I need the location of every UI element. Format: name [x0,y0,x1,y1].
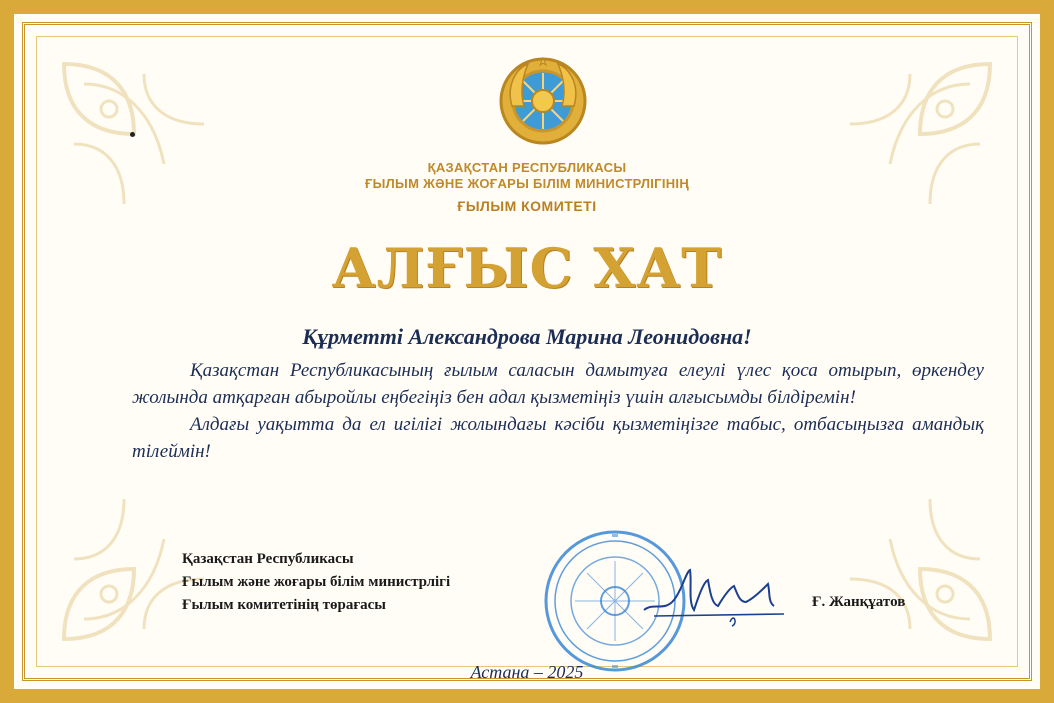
letter-body [132,357,984,465]
document-title: АЛҒЫС ХАТ [331,236,723,300]
signer-name: Ғ. Жанқұатов [812,594,906,610]
signatory-title [182,548,450,617]
corner-ornament-icon [830,479,1000,649]
body-paragraph: Алдағы уақытта да ел игілігі жолындағы кәсіби қызметіңізге табыс, отбасыңызға амандық тілеймін! [132,414,984,462]
signatory-line: Ғылым комитетінің төрағасы [182,597,387,613]
header-country: ҚАЗАҚСТАН РЕСПУБЛИКАСЫ [427,160,627,175]
issuer-header [14,160,1040,214]
header-ministry: ҒЫЛЫМ ЖӘНЕ ЖОҒАРЫ БІЛІМ МИНИСТРЛІГІНІҢ [364,176,690,191]
place-and-year: Астана – 2025 [470,662,584,682]
ink-dot [130,132,135,137]
recipient-salutation: Құрметті Александрова Марина Леонидовна! [302,324,752,349]
signatory-line: Ғылым және жоғары білім министрлігі [182,574,451,590]
header-committee: ҒЫЛЫМ КОМИТЕТІ [457,198,597,214]
signatory-line: Қазақстан Республикасы [182,551,354,567]
state-emblem-icon [498,56,588,146]
handwritten-signature [634,562,794,632]
body-paragraph: Қазақстан Республикасының ғылым саласын дамытуға елеулі үлес қоса отырып, өркендеу жолында атқарған абыройлы еңбегіңіз бен адал қызметіңіз үшін алғысымды білдіремін! [132,360,984,408]
